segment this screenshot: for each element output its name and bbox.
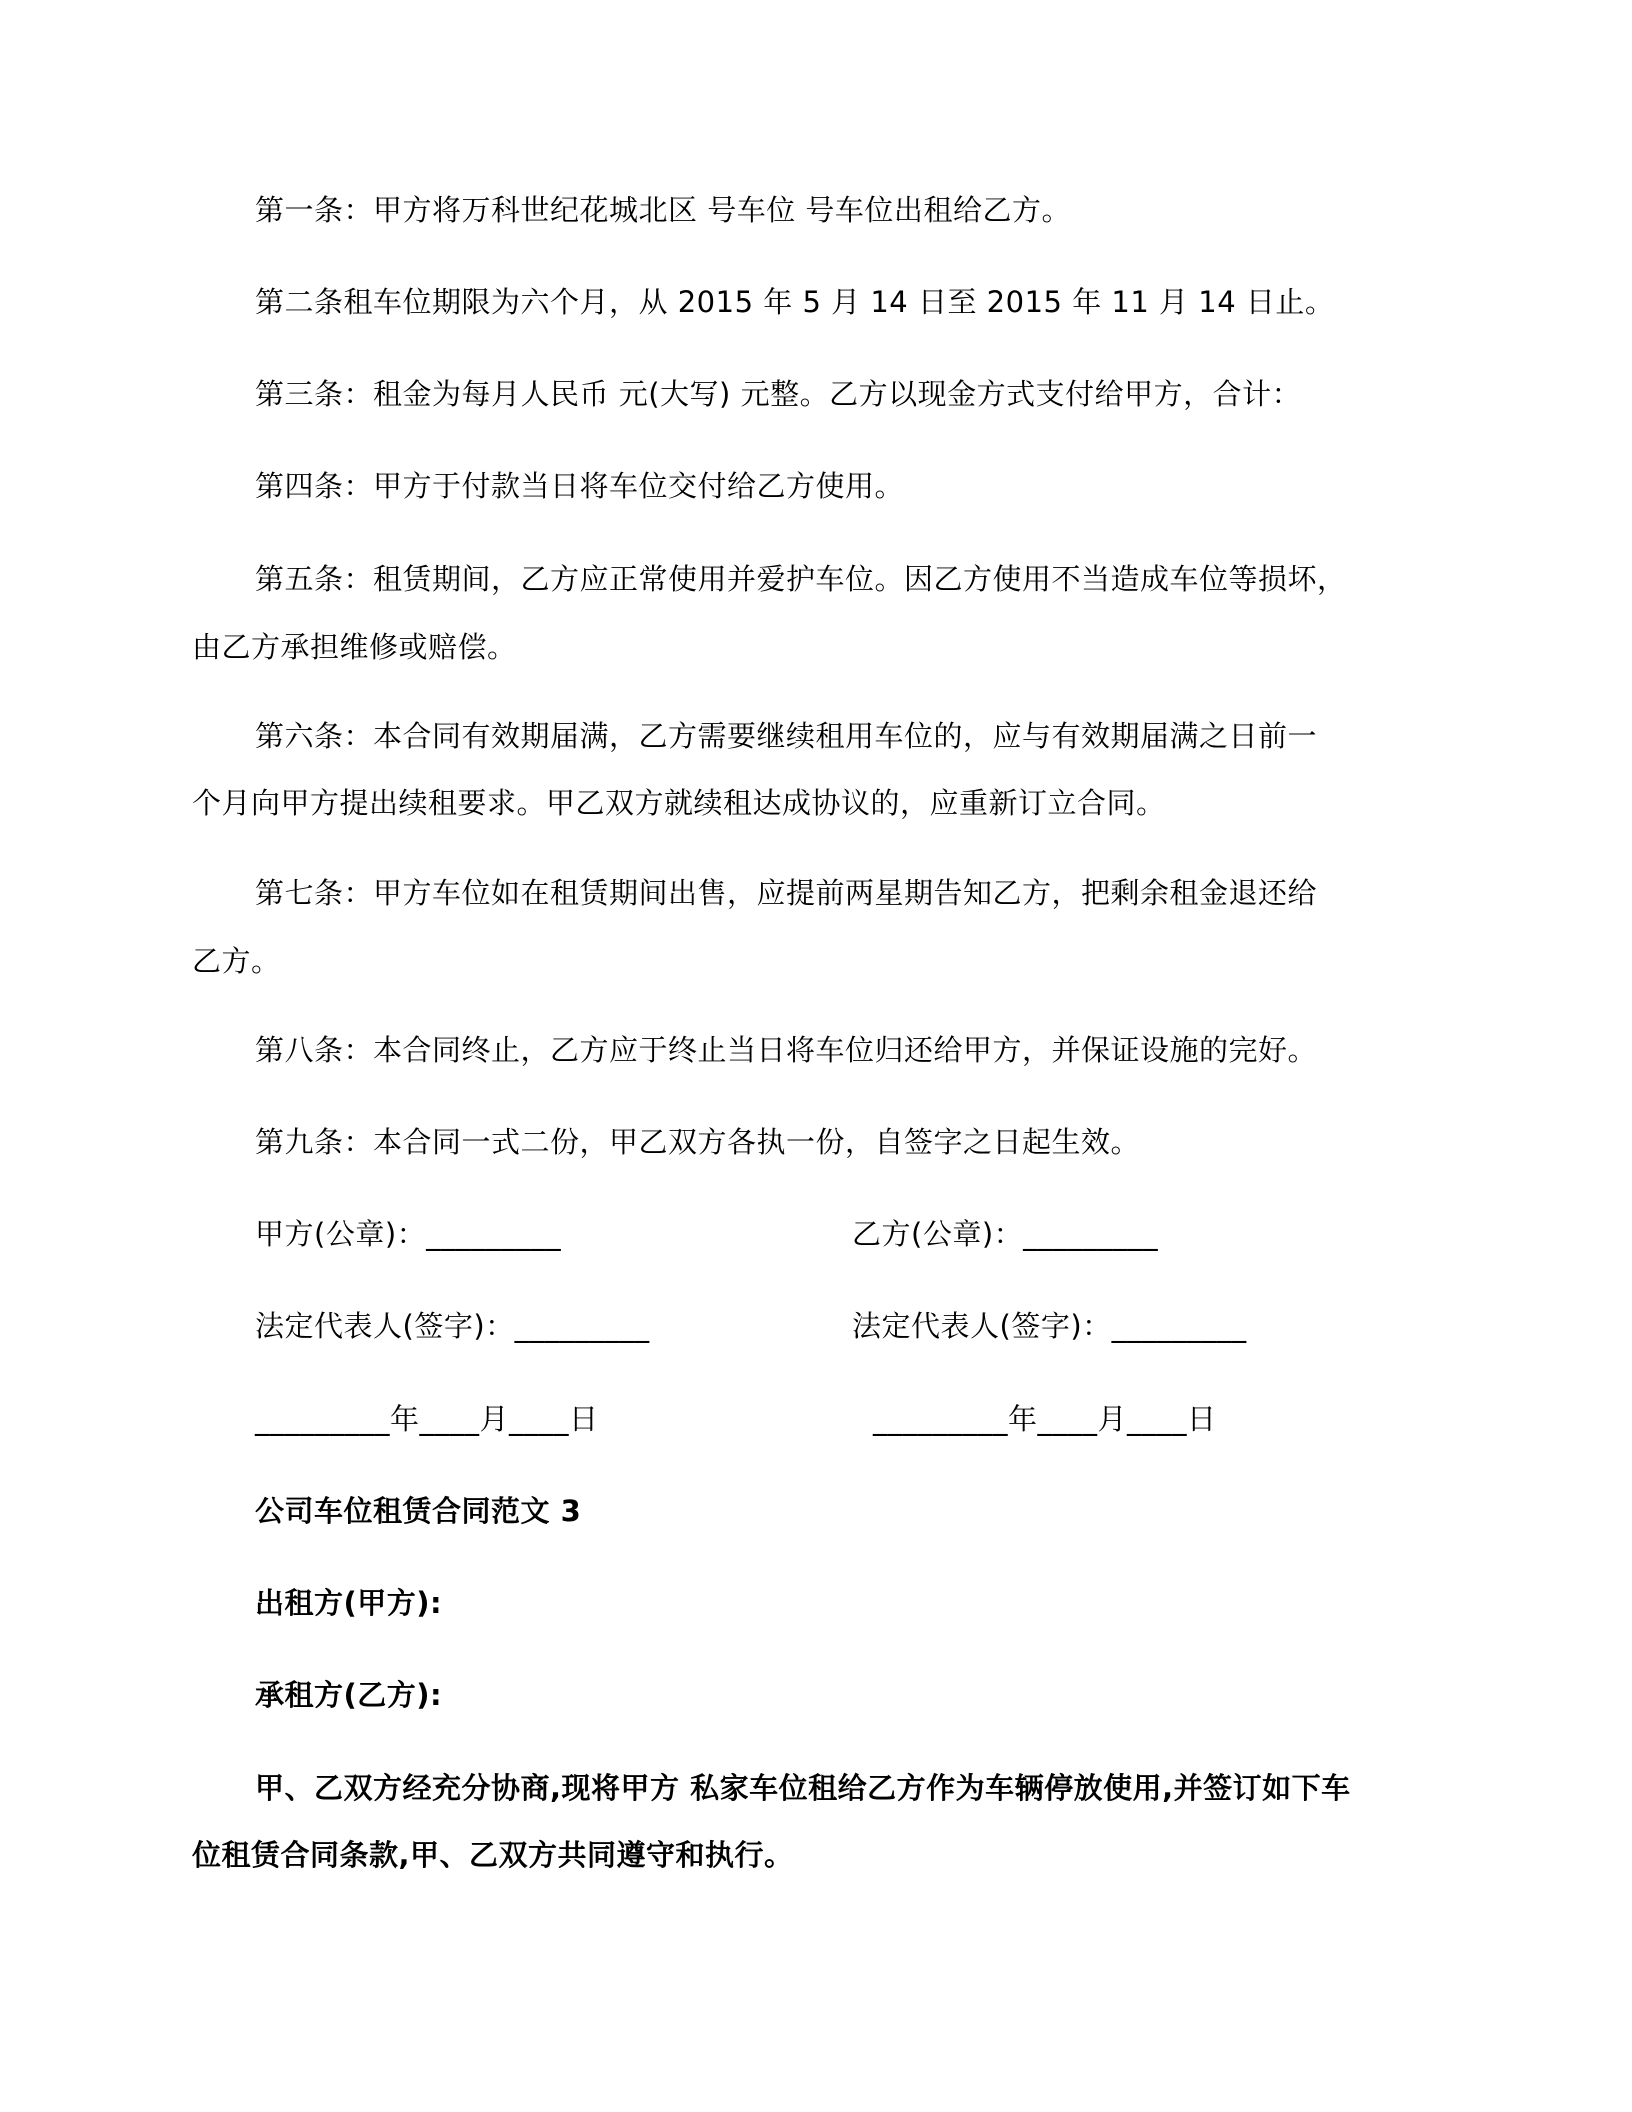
article-7-line-1: 第七条：甲方车位如在租赁期间出售，应提前两星期告知乙方，把剩余租金退还给: [255, 876, 1318, 910]
article-3: 第三条：租金为每月人民币 元(大写) 元整。乙方以现金方式支付给甲方，合计：: [255, 377, 1302, 411]
party-a-date: _________年____月____日: [255, 1402, 599, 1436]
article-6-line-1: 第六条：本合同有效期届满，乙方需要继续租用车位的，应与有效期届满之日前一: [255, 719, 1318, 753]
section-heading: 公司车位租赁合同范文 3: [255, 1494, 582, 1528]
article-2: 第二条租车位期限为六个月，从 2015 年 5 月 14 日至 2015 年 11 月 14 日止。: [255, 285, 1335, 319]
article-5-line-1: 第五条：租赁期间，乙方应正常使用并爱护车位。因乙方使用不当造成车位等损坏，: [255, 562, 1347, 596]
party-a-representative: 法定代表人(签字)：_________: [255, 1309, 650, 1343]
article-6-line-2: 个月向甲方提出续租要求。甲乙双方就续租达成协议的，应重新订立合同。: [192, 786, 1166, 820]
article-8: 第八条：本合同终止，乙方应于终止当日将车位归还给甲方，并保证设施的完好。: [255, 1033, 1318, 1067]
article-9: 第九条：本合同一式二份，甲乙双方各执一份，自签字之日起生效。: [255, 1125, 1141, 1159]
intro-line-1: 甲、乙双方经充分协商,现将甲方 私家车位租给乙方作为车辆停放使用,并签订如下车: [255, 1771, 1351, 1805]
lessor-label: 出租方(甲方):: [255, 1586, 443, 1620]
party-b-date: _________年____月____日: [873, 1402, 1217, 1436]
party-a-seal: 甲方(公章)：_________: [255, 1217, 562, 1251]
article-1: 第一条：甲方将万科世纪花城北区 号车位 号车位出租给乙方。: [255, 193, 1071, 227]
article-7-line-2: 乙方。: [192, 944, 281, 978]
intro-line-2: 位租赁合同条款,甲、乙双方共同遵守和执行。: [192, 1838, 794, 1872]
lessee-label: 承租方(乙方):: [255, 1678, 443, 1712]
article-5-line-2: 由乙方承担维修或赔偿。: [192, 630, 517, 664]
party-b-seal: 乙方(公章)：_________: [852, 1217, 1159, 1251]
party-b-representative: 法定代表人(签字)：_________: [852, 1309, 1247, 1343]
article-4: 第四条：甲方于付款当日将车位交付给乙方使用。: [255, 469, 905, 503]
